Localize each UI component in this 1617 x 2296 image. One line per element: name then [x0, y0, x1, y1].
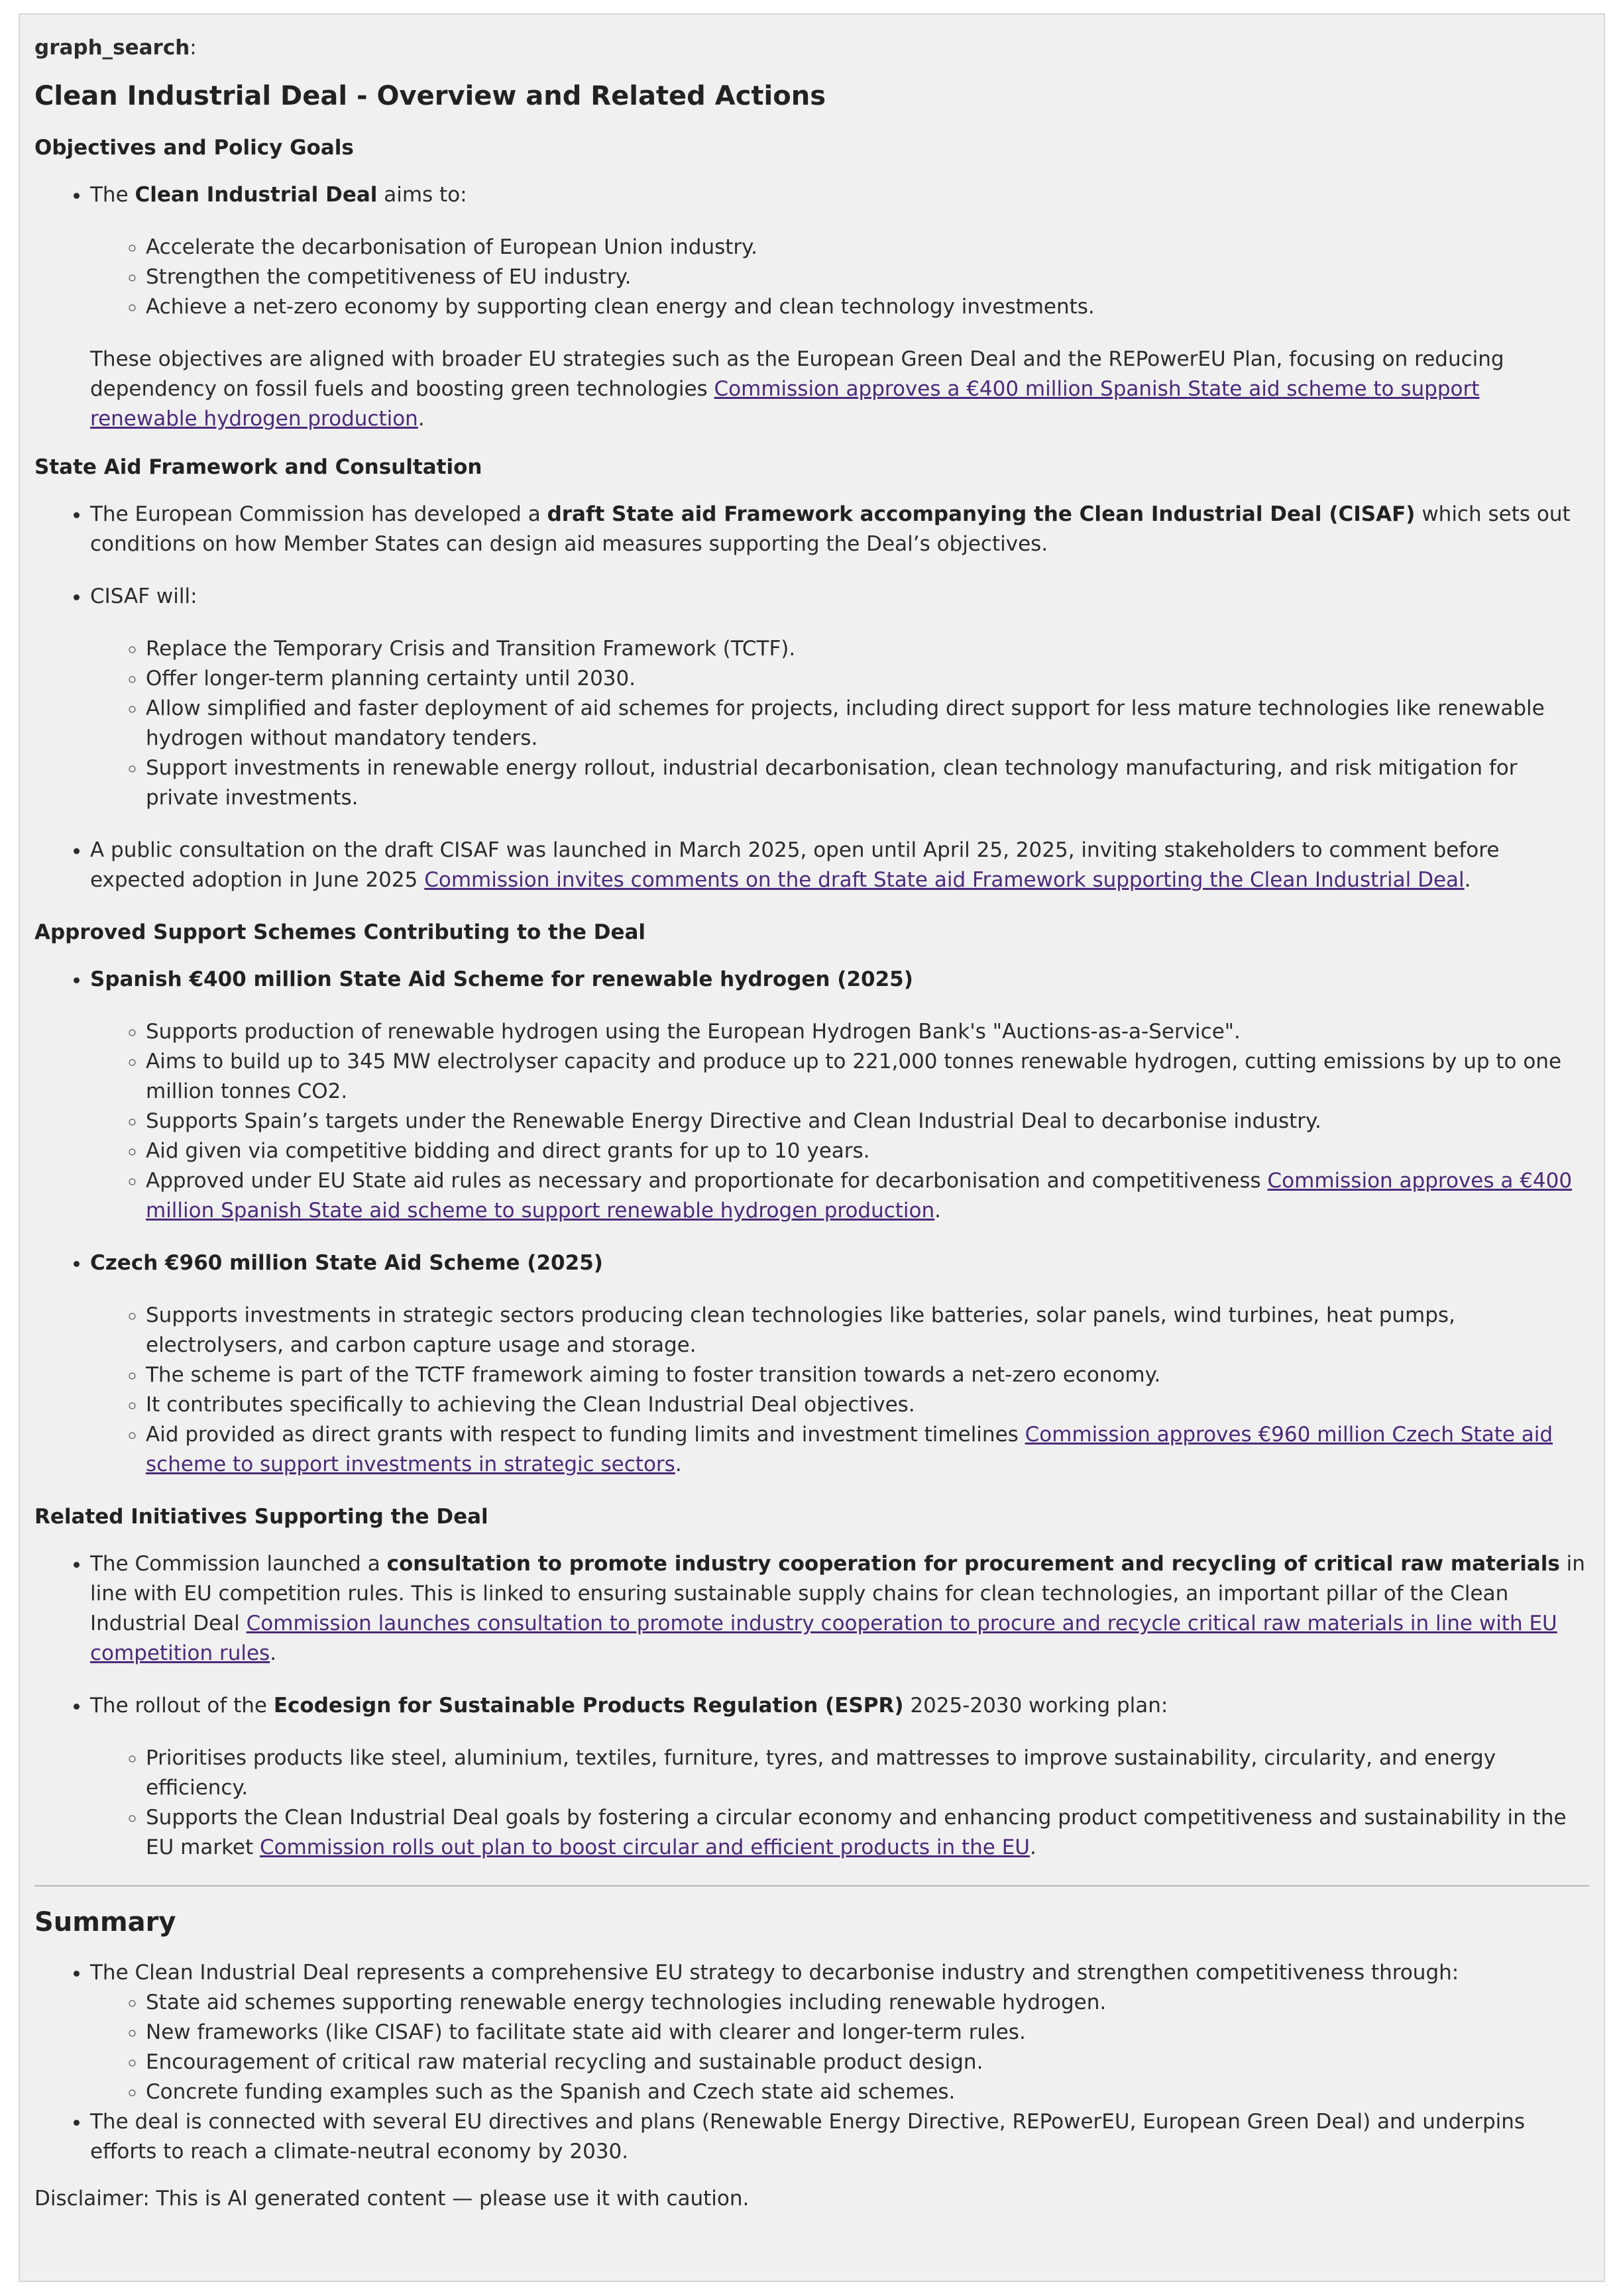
source-link[interactable]: Commission invites comments on the draft State aid Framework supporting the Clean Industrial Deal: [424, 868, 1465, 892]
list-item: [90, 1248, 1589, 1480]
scheme-title: Czech €960 million State Aid Scheme (2025): [90, 1251, 603, 1275]
list-item: ◦ New frameworks (like CISAF) to facilitate state aid with clearer and longer-term rules.: [146, 2018, 1589, 2048]
list-item: ◦ Allow simplified and faster deployment of aid schemes for projects, including direct support for less mature technologies like renewable hydrogen without mandatory tenders.: [146, 694, 1589, 753]
text: .: [418, 407, 425, 431]
sub-list: [90, 1743, 1589, 1863]
source-link[interactable]: Commission approves €960 million Czech State aid scheme to support investments in strategic sectors: [146, 1423, 1553, 1476]
section-heading-schemes: Approved Support Schemes Contributing to the Deal: [34, 920, 646, 944]
list-item: [90, 836, 1589, 895]
text: The: [90, 183, 135, 207]
list-item: ◦ The scheme is part of the TCTF framework aiming to foster transition towards a net-zero economy.: [146, 1360, 1589, 1390]
scheme-title: Spanish €400 million State Aid Scheme for renewable hydrogen (2025): [90, 967, 913, 991]
list-item: ◦ Support investments in renewable energy rollout, industrial decarbonisation, clean technology manufacturing, and risk mitigation for private investments.: [146, 753, 1589, 813]
text: Aid provided as direct grants with respect to funding limits and investment timelines: [146, 1423, 1025, 1447]
bold-text: Clean Industrial Deal: [135, 183, 378, 207]
bold-text: consultation to promote industry cooperation for procurement and recycling of critical raw materials: [386, 1552, 1560, 1576]
text: Supports the Clean Industrial Deal goals by fostering a circular economy and enhancing product competitiveness and sustainability in the EU market: [146, 1806, 1567, 1859]
text: .: [934, 1199, 942, 1223]
source-link[interactable]: Commission approves a €400 million Spanish State aid scheme to support renewable hydrogen production: [146, 1169, 1573, 1223]
source-link[interactable]: Commission rolls out plan to boost circular and efficient products in the EU: [260, 1835, 1031, 1859]
list-item: ◦ Strengthen the competitiveness of EU industry.: [146, 262, 1589, 292]
tool-name: graph_search: [34, 36, 190, 60]
list-item: [146, 1803, 1589, 1863]
list-item: [90, 582, 1589, 813]
bold-text: draft State aid Framework accompanying the Clean Industrial Deal (CISAF): [547, 502, 1416, 526]
text: 2025-2030 working plan:: [903, 1694, 1168, 1718]
list-item: ◦ Concrete funding examples such as the Spanish and Czech state aid schemes.: [146, 2077, 1589, 2107]
bold-text: Ecodesign for Sustainable Products Regulation (ESPR): [273, 1694, 904, 1718]
list-item: [146, 1166, 1589, 1226]
list-item: [90, 1549, 1589, 1668]
divider: [34, 1885, 1589, 1886]
list-item: [90, 1691, 1589, 1863]
list-item: ◦ It contributes specifically to achieving the Clean Industrial Deal objectives.: [146, 1390, 1589, 1420]
schemes-list: [34, 965, 1589, 1480]
list-item: • The deal is connected with several EU directives and plans (Renewable Energy Directive, REPowerEU, European Green Deal) and underpins efforts to reach a climate-neutral economy by 2030.: [90, 2107, 1589, 2167]
list-item: ◦ Aid given via competitive bidding and direct grants for up to 10 years.: [146, 1136, 1589, 1166]
text: .: [270, 1641, 277, 1665]
list-item: [90, 965, 1589, 1226]
text: A public consultation on the draft CISAF was launched in March 2025, open until April 25, 2025, inviting stakeholders to comment before expected adoption in June 2025: [90, 838, 1500, 892]
summary-list: [34, 1958, 1589, 2167]
sub-list: [90, 1017, 1589, 1226]
disclaimer: Disclaimer: This is AI generated content — please use it with caution.: [34, 2187, 750, 2211]
section-heading-related: Related Initiatives Supporting the Deal: [34, 1505, 488, 1529]
list-item: ◦ Encouragement of critical raw material recycling and sustainable product design.: [146, 2048, 1589, 2077]
text: The Clean Industrial Deal represents a comprehensive EU strategy to decarbonise industry and strengthen competitiveness through:: [90, 1961, 1459, 1985]
text: .: [675, 1452, 682, 1476]
text: The rollout of the: [90, 1694, 274, 1718]
summary-heading: Summary: [34, 1907, 176, 1938]
response-panel: [19, 13, 1605, 2282]
text: Approved under EU State aid rules as necessary and proportionate for decarbonisation and competitiveness: [146, 1169, 1268, 1193]
section-heading-state-aid: State Aid Framework and Consultation: [34, 455, 482, 479]
text: These objectives are aligned with broader EU strategies such as the European Green Deal and the REPowerEU Plan, focusing on reducing dependency on fossil fuels and boosting green technologies: [90, 347, 1504, 401]
list-item: ◦ Achieve a net-zero economy by supporting clean energy and clean technology investments.: [146, 292, 1589, 322]
state-aid-list: [34, 500, 1589, 895]
sub-list: [90, 1301, 1589, 1480]
sub-list: [90, 233, 1589, 322]
text: in line with EU competition rules. This is linked to ensuring sustainable supply chains for clean technologies, an important pillar of the Clean Industrial Deal: [90, 1552, 1585, 1635]
text: aims to:: [377, 183, 467, 207]
source-link[interactable]: Commission approves a €400 million Spanish State aid scheme to support renewable hydrogen production: [90, 377, 1480, 431]
list-item: ◦ Accelerate the decarbonisation of European Union industry.: [146, 233, 1589, 262]
related-list: [34, 1549, 1589, 1863]
list-item: [146, 1420, 1589, 1480]
objectives-paragraph: [90, 345, 1589, 434]
sub-list: [90, 1988, 1589, 2107]
list-item: ◦ Supports production of renewable hydrogen using the European Hydrogen Bank's "Auctions-as-a-Service".: [146, 1017, 1589, 1047]
text: .: [1464, 868, 1471, 892]
list-item: [90, 180, 1589, 322]
text: The Commission launched a: [90, 1552, 387, 1576]
list-item: ◦ Aims to build up to 345 MW electrolyser capacity and produce up to 221,000 tonnes renewable hydrogen, cutting emissions by up to one million tonnes CO2.: [146, 1047, 1589, 1107]
objectives-list: [34, 180, 1589, 322]
list-item: ◦ Supports Spain’s targets under the Renewable Energy Directive and Clean Industrial Deal to decarbonise industry.: [146, 1107, 1589, 1136]
list-item: ◦ State aid schemes supporting renewable energy technologies including renewable hydrogen.: [146, 1988, 1589, 2018]
sub-list: [90, 634, 1589, 813]
list-item: [90, 1958, 1589, 2107]
list-item: [90, 500, 1589, 559]
text: .: [1030, 1835, 1036, 1859]
section-heading-objectives: Objectives and Policy Goals: [34, 136, 354, 160]
list-item: ◦ Prioritises products like steel, aluminium, textiles, furniture, tyres, and mattresses to improve sustainability, circularity, and energy efficiency.: [146, 1743, 1589, 1803]
tool-label: graph_search:: [34, 36, 197, 60]
text: The European Commission has developed a: [90, 502, 547, 526]
list-item: ◦ Replace the Temporary Crisis and Transition Framework (TCTF).: [146, 634, 1589, 664]
text: CISAF will:: [90, 584, 197, 608]
text: which sets out conditions on how Member States can design aid measures supporting the Deal’s objectives.: [90, 502, 1571, 556]
source-link[interactable]: Commission launches consultation to promote industry cooperation to procure and recycle critical raw materials in line with EU competition rules: [90, 1612, 1557, 1665]
list-item: ◦ Supports investments in strategic sectors producing clean technologies like batteries, solar panels, wind turbines, heat pumps, electrolysers, and carbon capture usage and storage.: [146, 1301, 1589, 1360]
list-item: ◦ Offer longer-term planning certainty until 2030.: [146, 664, 1589, 694]
page-title: Clean Industrial Deal - Overview and Related Actions: [34, 81, 826, 111]
